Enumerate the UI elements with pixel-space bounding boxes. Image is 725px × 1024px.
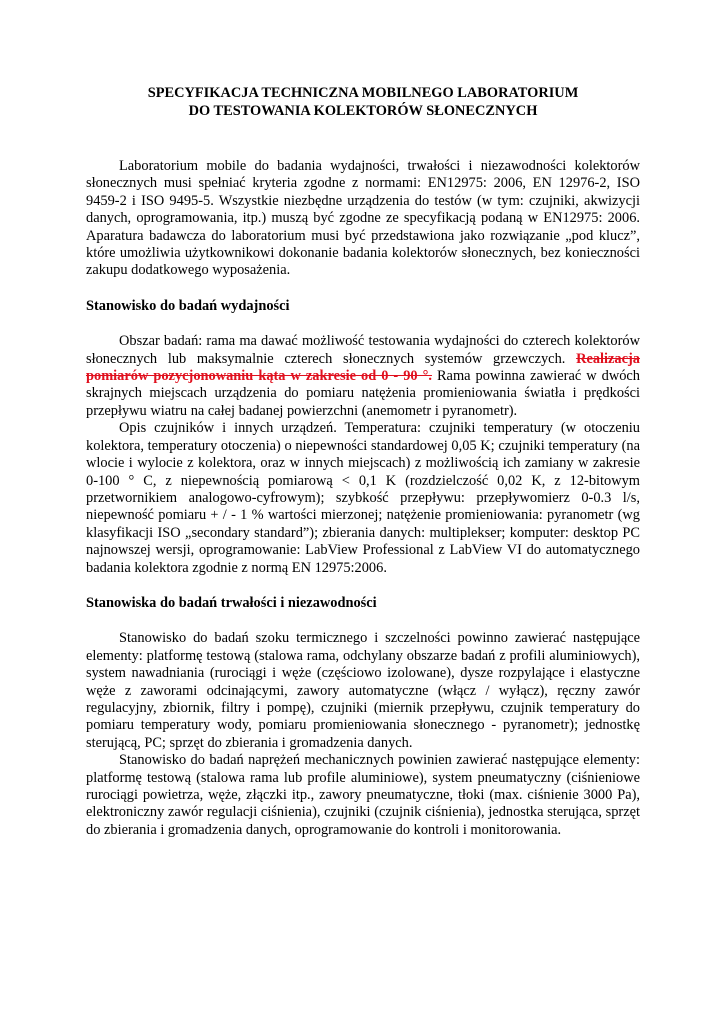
struck-through-text: Realizacja pomiarów pozycjonowaniu kąta w zakresie od 0 - 90 °.	[86, 350, 640, 385]
durability-paragraph-1: Stanowisko do badań szoku termicznego i szczelności powinno zawierać następujące elementy: platformę testową (stalowa rama, odchylany obszarze badań z profili aluminiowych), system nawadniania (rurociągi i węże (częściowo izolowane), dysze rozpylające i elastyczne węże z zaworami odcinającymi, zawory automatyczne (włącz / wyłącz), ręczny zawór regulacyjny, zbiornik, filtry i pompę), czujniki (miernik przepływu, czujnik temperatury do pomiaru temperatury wody, pomiaru promieniowania słonecznego - pyranometr); jednostkę sterującą, PC; sprzęt do zbierania i gromadzenia danych.	[86, 630, 640, 751]
document-page	[86, 84, 640, 839]
paragraph-text: Rama powinna zawierać w dwóch skrajnych miejscach urządzenia do pomiaru natężenia promieniowania światła i prędkości przepływu wiatru na całej badanej powierzchni (anemometr i pyranometr).	[86, 368, 640, 419]
efficiency-paragraph-2: Opis czujników i innych urządzeń. Temperatura: czujniki temperatury (w otoczeniu kolektora, temperatury otoczenia) o niepewności standardowej 0,05 K; czujniki temperatury (na wlocie i wylocie z kolektora, oraz w innych miejscach) z możliwością ich zamiany w zakresie 0-100 ° C, z niepewnością pomiarową < 0,1 K (rozdzielczość 0,02 K, z 12-bitowym przetwornikiem analogowo-cyfrowym); szybkość przepływu: przepływomierz 0-0.3 l/s, niepewność pomiaru + / - 1 % wartości mierzonej; natężenie promieniowania: pyranometr (wg klasyfikacji ISO „secondary standard”); zbierania danych: multiplekser; komputer: desktop PC najnowszej wersji, oprogramowanie: LabView Professional z LabView VI do automatycznego badania kolektora zgodnie z normą EN 12975:2006.	[86, 420, 640, 576]
section-heading-efficiency: Stanowisko do badań wydajności	[86, 297, 290, 314]
title-line-1: SPECYFIKACJA TECHNICZNA MOBILNEGO LABORATORIUM	[147, 85, 579, 101]
title-line-2: DO TESTOWANIA KOLEKTORÓW SŁONECZNYCH	[188, 103, 538, 119]
paragraph-text: Obszar badań: rama ma dawać możliwość testowania wydajności do czterech kolektorów słonecznych lub maksymalnie czterech słonecznych systemów grzewczych.	[86, 333, 640, 367]
efficiency-paragraph-1	[86, 333, 640, 420]
intro-paragraph: Laboratorium mobile do badania wydajności, trwałości i niezawodności kolektorów słonecznych musi spełniać kryteria zgodne z normami: EN12975: 2006, EN 12976-2, ISO 9459-2 i ISO 9495-5. Wszystkie niezbędne urządzenia do testów (w tym: czujniki, akwizycji danych, oprogramowania, itp.) muszą być zgodne ze specyfikacją podaną w EN12975: 2006. Aparatura badawcza do laboratorium musi być przedstawiona jako rozwiązanie „pod klucz”, które umożliwia użytkownikowi dokonanie badania kolektorów słonecznych, bez konieczności zakupu dodatkowego wyposażenia.	[86, 158, 640, 279]
section-heading-durability: Stanowiska do badań trwałości i niezawodności	[86, 594, 377, 611]
durability-paragraph-2: Stanowisko do badań naprężeń mechanicznych powinien zawierać następujące elementy: platformę testową (stalowa rama lub profile aluminiowe), system pneumatyczny (ciśnieniowe rurociągi powietrza, węże, złączki itp., zawory pneumatyczne, tłoki (max. ciśnienie 3000 Pa), elektroniczny zawór regulacji ciśnienia), czujniki (czujnik ciśnienia), jednostka sterująca, sprzęt do zbierania i gromadzenia danych, oprogramowanie do kontroli i monitorowania.	[86, 752, 640, 838]
document-title	[86, 84, 640, 120]
